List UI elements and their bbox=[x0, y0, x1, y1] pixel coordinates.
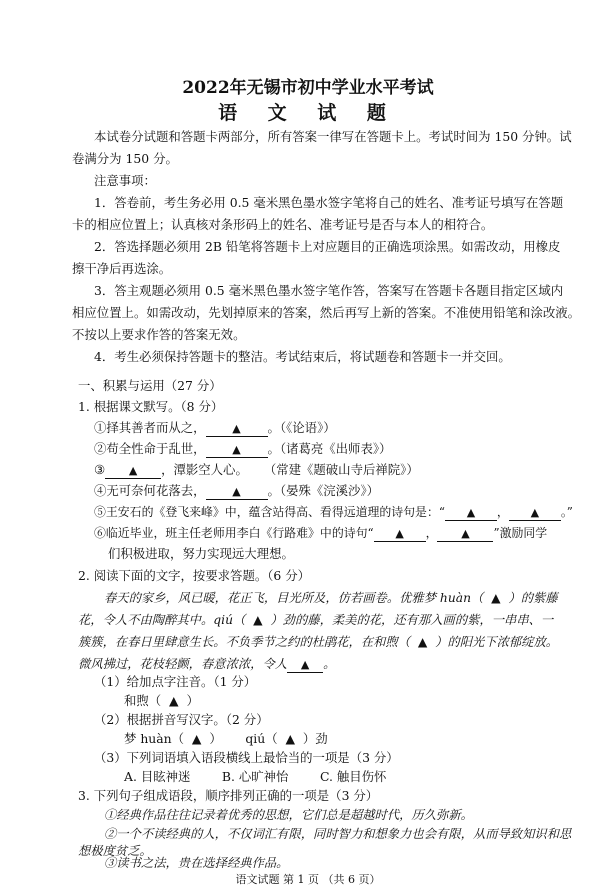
q2-passage-4: 微风拂过，花枝轻颤，春意浓浓，令人 ▲ 。 bbox=[78, 657, 336, 671]
notice-2a: 2．答选择题必须用 2B 铅笔将答题卡上对应题目的正确选项涂黑。如需改动，用橡皮 bbox=[94, 239, 561, 254]
q2-sub-2-answer: 梦 huàn（ ▲ ） qiú（ ▲ ）劲 bbox=[124, 731, 328, 746]
q3-stem: 3. 下列句子组成语段，顺序排列正确的一项是（3 分） bbox=[78, 788, 379, 803]
exam-subtitle: 语 文 试 题 bbox=[218, 102, 398, 124]
q2-passage-2: 花，令人不由陶醉其中。qiú（ ▲ ）劲的藤，柔美的花，还有那入画的紫，一串串、一 bbox=[78, 613, 554, 627]
q2-sub-2: （2）根据拼音写汉字。（2 分） bbox=[94, 712, 269, 727]
q2-sub-1: （1）给加点字注音。（1 分） bbox=[94, 674, 257, 689]
notice-1a: 1．答卷前，考生务必用 0.5 毫米黑色墨水签字笔将自己的姓名、准考证号填写在答题 bbox=[94, 195, 564, 210]
q3-clause-3: ③读书之法，贵在选择经典作品。 bbox=[104, 856, 289, 870]
exam-title: 2022年无锡市初中学业水平考试 bbox=[182, 78, 434, 98]
q2-sub-3-options: A. 目眩神迷 B. 心旷神怡 C. 触目伤怀 bbox=[124, 769, 387, 784]
q2-sub-3: （3）下列词语填入语段横线上最恰当的一项是（3 分） bbox=[94, 750, 399, 765]
q3-clause-2a: ②一个不读经典的人，不仅词汇有限，同时智力和想象力也会有限，从而导致知识和思 bbox=[104, 827, 572, 841]
notice-3b: 相应位置上。如需改动，先划掉原来的答案，然后再写上新的答案。不准使用铅笔和涂改液。 bbox=[72, 305, 581, 320]
notice-2b: 擦干净后再选涂。 bbox=[72, 261, 172, 276]
q1-line-4: ④无可奈何花落去， ▲ 。（晏殊《浣溪沙》） bbox=[94, 483, 380, 498]
answer-blank[interactable]: ▲ bbox=[206, 484, 268, 500]
answer-blank[interactable]: ▲ bbox=[437, 526, 493, 542]
q2-passage-1: 春天的家乡，风已暖，花正飞，目光所及，仿若画卷。优雅梦 huàn（ ▲ ）的紫藤 bbox=[104, 591, 558, 605]
answer-blank[interactable]: ▲ bbox=[206, 421, 268, 437]
q2-passage-3: 簇簇，在春日里肆意生长。不负季节之约的杜鹃花，在和煦（ ▲ ）的阳光下浓郁绽放。 bbox=[78, 635, 559, 649]
q1-stem: 1. 根据课文默写。（8 分） bbox=[78, 399, 224, 414]
answer-blank[interactable]: ▲ bbox=[509, 505, 561, 521]
q3-clause-1: ①经典作品往往记录着优秀的思想，它们总是超越时代，历久弥新。 bbox=[104, 808, 473, 822]
section-heading: 一、积累与运用（27 分） bbox=[78, 378, 222, 393]
notice-1b: 卡的相应位置上；认真核对条形码上的姓名、准考证号是否与本人的相符合。 bbox=[72, 217, 494, 232]
page-footer: 语文试题 第 1 页 （共 6 页） bbox=[235, 873, 381, 886]
q2-stem: 2. 阅读下面的文字，按要求答题。（6 分） bbox=[78, 568, 311, 583]
q1-line-6-cont: 们积极进取，努力实现远大理想。 bbox=[108, 546, 294, 561]
q1-line-3: ③ ▲ ，潭影空人心。 （常建《题破山寺后禅院》） bbox=[94, 462, 419, 477]
answer-blank[interactable]: ▲ bbox=[445, 505, 497, 521]
q2-sub-1-answer: 和煦（ ▲ ） bbox=[124, 693, 199, 708]
intro-line-1: 本试卷分试题和答题卡两部分，所有答案一律写在答题卡上。考试时间为 150 分钟。试 bbox=[94, 129, 572, 144]
q1-line-2: ②苟全性命于乱世， ▲ 。（诸葛亮《出师表》） bbox=[94, 441, 392, 456]
notice-4: 4．考生必须保持答题卡的整洁。考试结束后，将试题卷和答题卡一并交回。 bbox=[94, 349, 511, 364]
q1-line-5: ⑤王安石的《登飞来峰》中，蕴含站得高、看得远道理的诗句是：“ ▲ ， ▲ 。” bbox=[94, 505, 573, 519]
answer-blank[interactable]: ▲ bbox=[287, 657, 323, 673]
q1-line-6: ⑥临近毕业，班主任老师用李白《行路难》中的诗句“ ▲ ， ▲ ”激励同学 bbox=[94, 526, 548, 540]
answer-blank[interactable]: ▲ bbox=[105, 463, 161, 479]
intro-line-2: 卷满分为 150 分。 bbox=[72, 151, 178, 166]
notice-3a: 3．答主观题必须用 0.5 毫米黑色墨水签字笔作答，答案写在答题卡各题目指定区域内 bbox=[94, 283, 564, 298]
notice-label: 注意事项： bbox=[94, 173, 156, 188]
q1-line-1: ①择其善者而从之， ▲ 。（《论语》） bbox=[94, 420, 336, 435]
q3-clause-2b: 想极度贫乏。 bbox=[78, 844, 152, 858]
notice-3c: 不按以上要求作答的答案无效。 bbox=[72, 327, 246, 342]
answer-blank[interactable]: ▲ bbox=[374, 526, 426, 542]
answer-blank[interactable]: ▲ bbox=[206, 442, 268, 458]
